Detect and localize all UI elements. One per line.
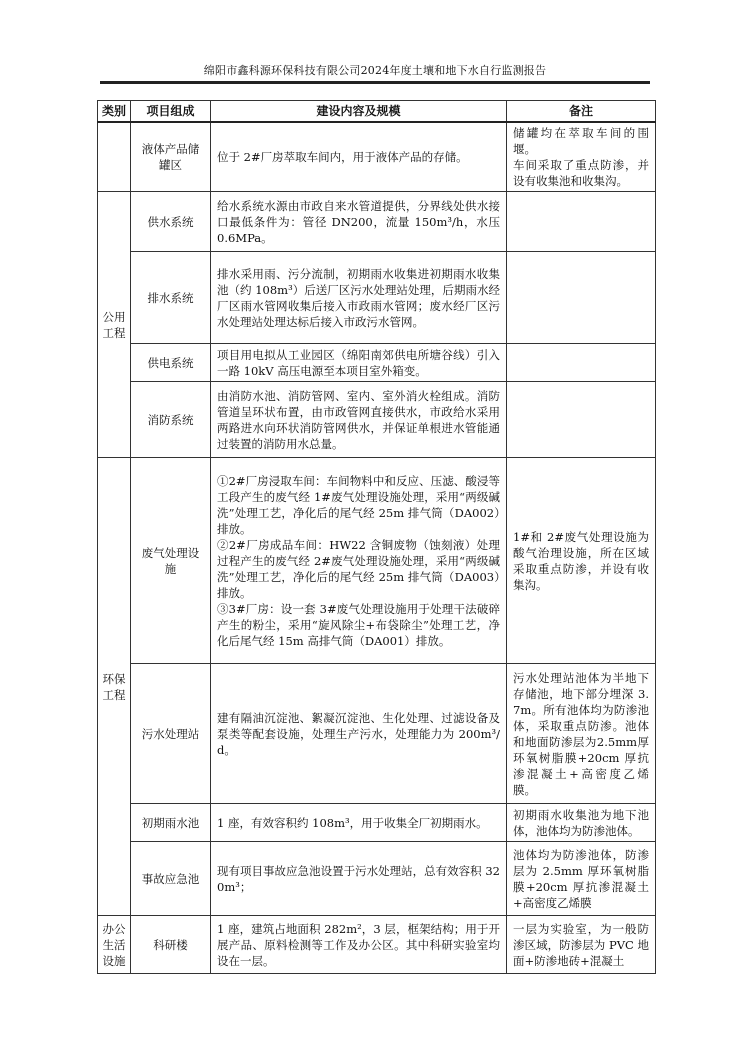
table-row	[98, 252, 656, 344]
table-row	[98, 344, 656, 382]
table-row	[98, 458, 656, 664]
content-cell: 由消防水池、消防管网、室内、室外消火栓组成。消防管道呈环状布置，由市政管网直接供水，市政给水采用两路进水向环状消防管网供水，并保证单根进水管能通过装置的消防用水总量。	[211, 382, 507, 458]
content-cell: 项目用电拟从工业园区（绵阳南郊供电所塘谷线）引入一路 10kV 高压电源至本项目室外箱变。	[211, 344, 507, 382]
column-header-content: 建设内容及规模	[211, 101, 507, 123]
remark-cell: 污水处理站池体为半地下存储池，地下部分埋深 3.7m。所有池体均为防渗池体，采取重点防渗。池体和地面防渗层为2.5mm厚环氧树脂膜+20cm 厚抗渗混凝土+高密度乙烯膜。	[507, 664, 656, 804]
item-cell: 液体产品储 罐区	[131, 122, 211, 192]
content-cell: 给水系统水源由市政自来水管道提供，分界线处供水接口最低条件为：管径 DN200，流量 150m³/h，水压 0.6MPa。	[211, 192, 507, 252]
content-cell: ①2#厂房浸取车间：车间物料中和反应、压滤、酸浸等工段产生的废气经 1#废气处理设施处理，采用“两级碱洗”处理工艺，净化后的尾气经 25m 排气筒（DA002）排放。 ②2#厂房成品车间：HW22 含铜废物（蚀刻液）处理过程产生的废气经 2#废气处理设施处理，采用“两级碱洗”处理工艺，净化后的尾气经 25m 排气筒（DA003）排放。 ③3#厂房：设一套 3#废气处理设施用于处理干法破碎产生的粉尘，采用“旋风除尘+布袋除尘”处理工艺，净化后尾气经 15m 高排气筒（DA001）排放。	[211, 458, 507, 664]
content-cell: 1 座，有效容积约 108m³，用于收集全厂初期雨水。	[211, 804, 507, 842]
remark-cell: 池体均为防渗池体，防渗层为 2.5mm 厚环氧树脂膜+20cm 厚抗渗混凝土+高密度乙烯膜	[507, 842, 656, 916]
page-header-title: 绵阳市鑫科源环保科技有限公司2024年度土壤和地下水自行监测报告	[203, 64, 547, 77]
remark-cell	[507, 252, 656, 344]
category-cell-public-works: 公用 工程	[98, 192, 131, 458]
item-cell: 事故应急池	[131, 842, 211, 916]
table-row	[98, 664, 656, 804]
table-row	[98, 122, 656, 192]
category-cell-environmental-works: 环保 工程	[98, 458, 131, 916]
table-row	[98, 382, 656, 458]
item-cell: 供水系统	[131, 192, 211, 252]
column-header-item: 项目组成	[131, 101, 211, 123]
table-row	[98, 916, 656, 974]
remark-cell	[507, 382, 656, 458]
remark-cell: 1#和 2#废气处理设施为酸气治理设施，所在区域采取重点防渗，并设有收集沟。	[507, 458, 656, 664]
category-cell-office-living: 办公 生活 设施	[98, 916, 131, 974]
project-composition-table	[97, 100, 656, 974]
category-cell-empty	[98, 122, 131, 192]
column-header-remark: 备注	[507, 101, 656, 123]
column-header-category: 类别	[98, 101, 131, 123]
remark-cell	[507, 344, 656, 382]
content-cell: 位于 2#厂房萃取车间内，用于液体产品的存储。	[211, 122, 507, 192]
remark-cell	[507, 192, 656, 252]
item-cell: 科研楼	[131, 916, 211, 974]
content-cell: 建有隔油沉淀池、絮凝沉淀池、生化处理、过滤设备及泵类等配套设施，处理生产污水，处理能力为 200m³/d。	[211, 664, 507, 804]
content-cell: 排水采用雨、污分流制，初期雨水收集进初期雨水收集池（约 108m³）后送厂区污水处理站处理，后期雨水经厂区雨水管网收集后接入市政雨水管网；废水经厂区污水处理站处理达标后接入市政污水管网。	[211, 252, 507, 344]
item-cell: 排水系统	[131, 252, 211, 344]
table-row	[98, 192, 656, 252]
header-divider	[100, 81, 650, 84]
content-cell: 1 座，建筑占地面积 282m²，3 层，框架结构；用于开展产品、原料检测等工作及办公区。其中科研实验室均设在一层。	[211, 916, 507, 974]
table-header-row	[98, 101, 656, 123]
table-row	[98, 804, 656, 842]
item-cell: 消防系统	[131, 382, 211, 458]
remark-cell: 一层为实验室，为一般防渗区域，防渗层为 PVC 地面+防渗地砖+混凝土	[507, 916, 656, 974]
remark-cell: 初期雨水收集池为地下池体，池体均为防渗池体。	[507, 804, 656, 842]
content-cell: 现有项目事故应急池设置于污水处理站，总有效容积 320m³；	[211, 842, 507, 916]
item-cell: 废气处理设 施	[131, 458, 211, 664]
item-cell: 初期雨水池	[131, 804, 211, 842]
item-cell: 供电系统	[131, 344, 211, 382]
table-row	[98, 842, 656, 916]
remark-cell: 储罐均在萃取车间的围堰。 车间采取了重点防渗，并设有收集池和收集沟。	[507, 122, 656, 192]
item-cell: 污水处理站	[131, 664, 211, 804]
